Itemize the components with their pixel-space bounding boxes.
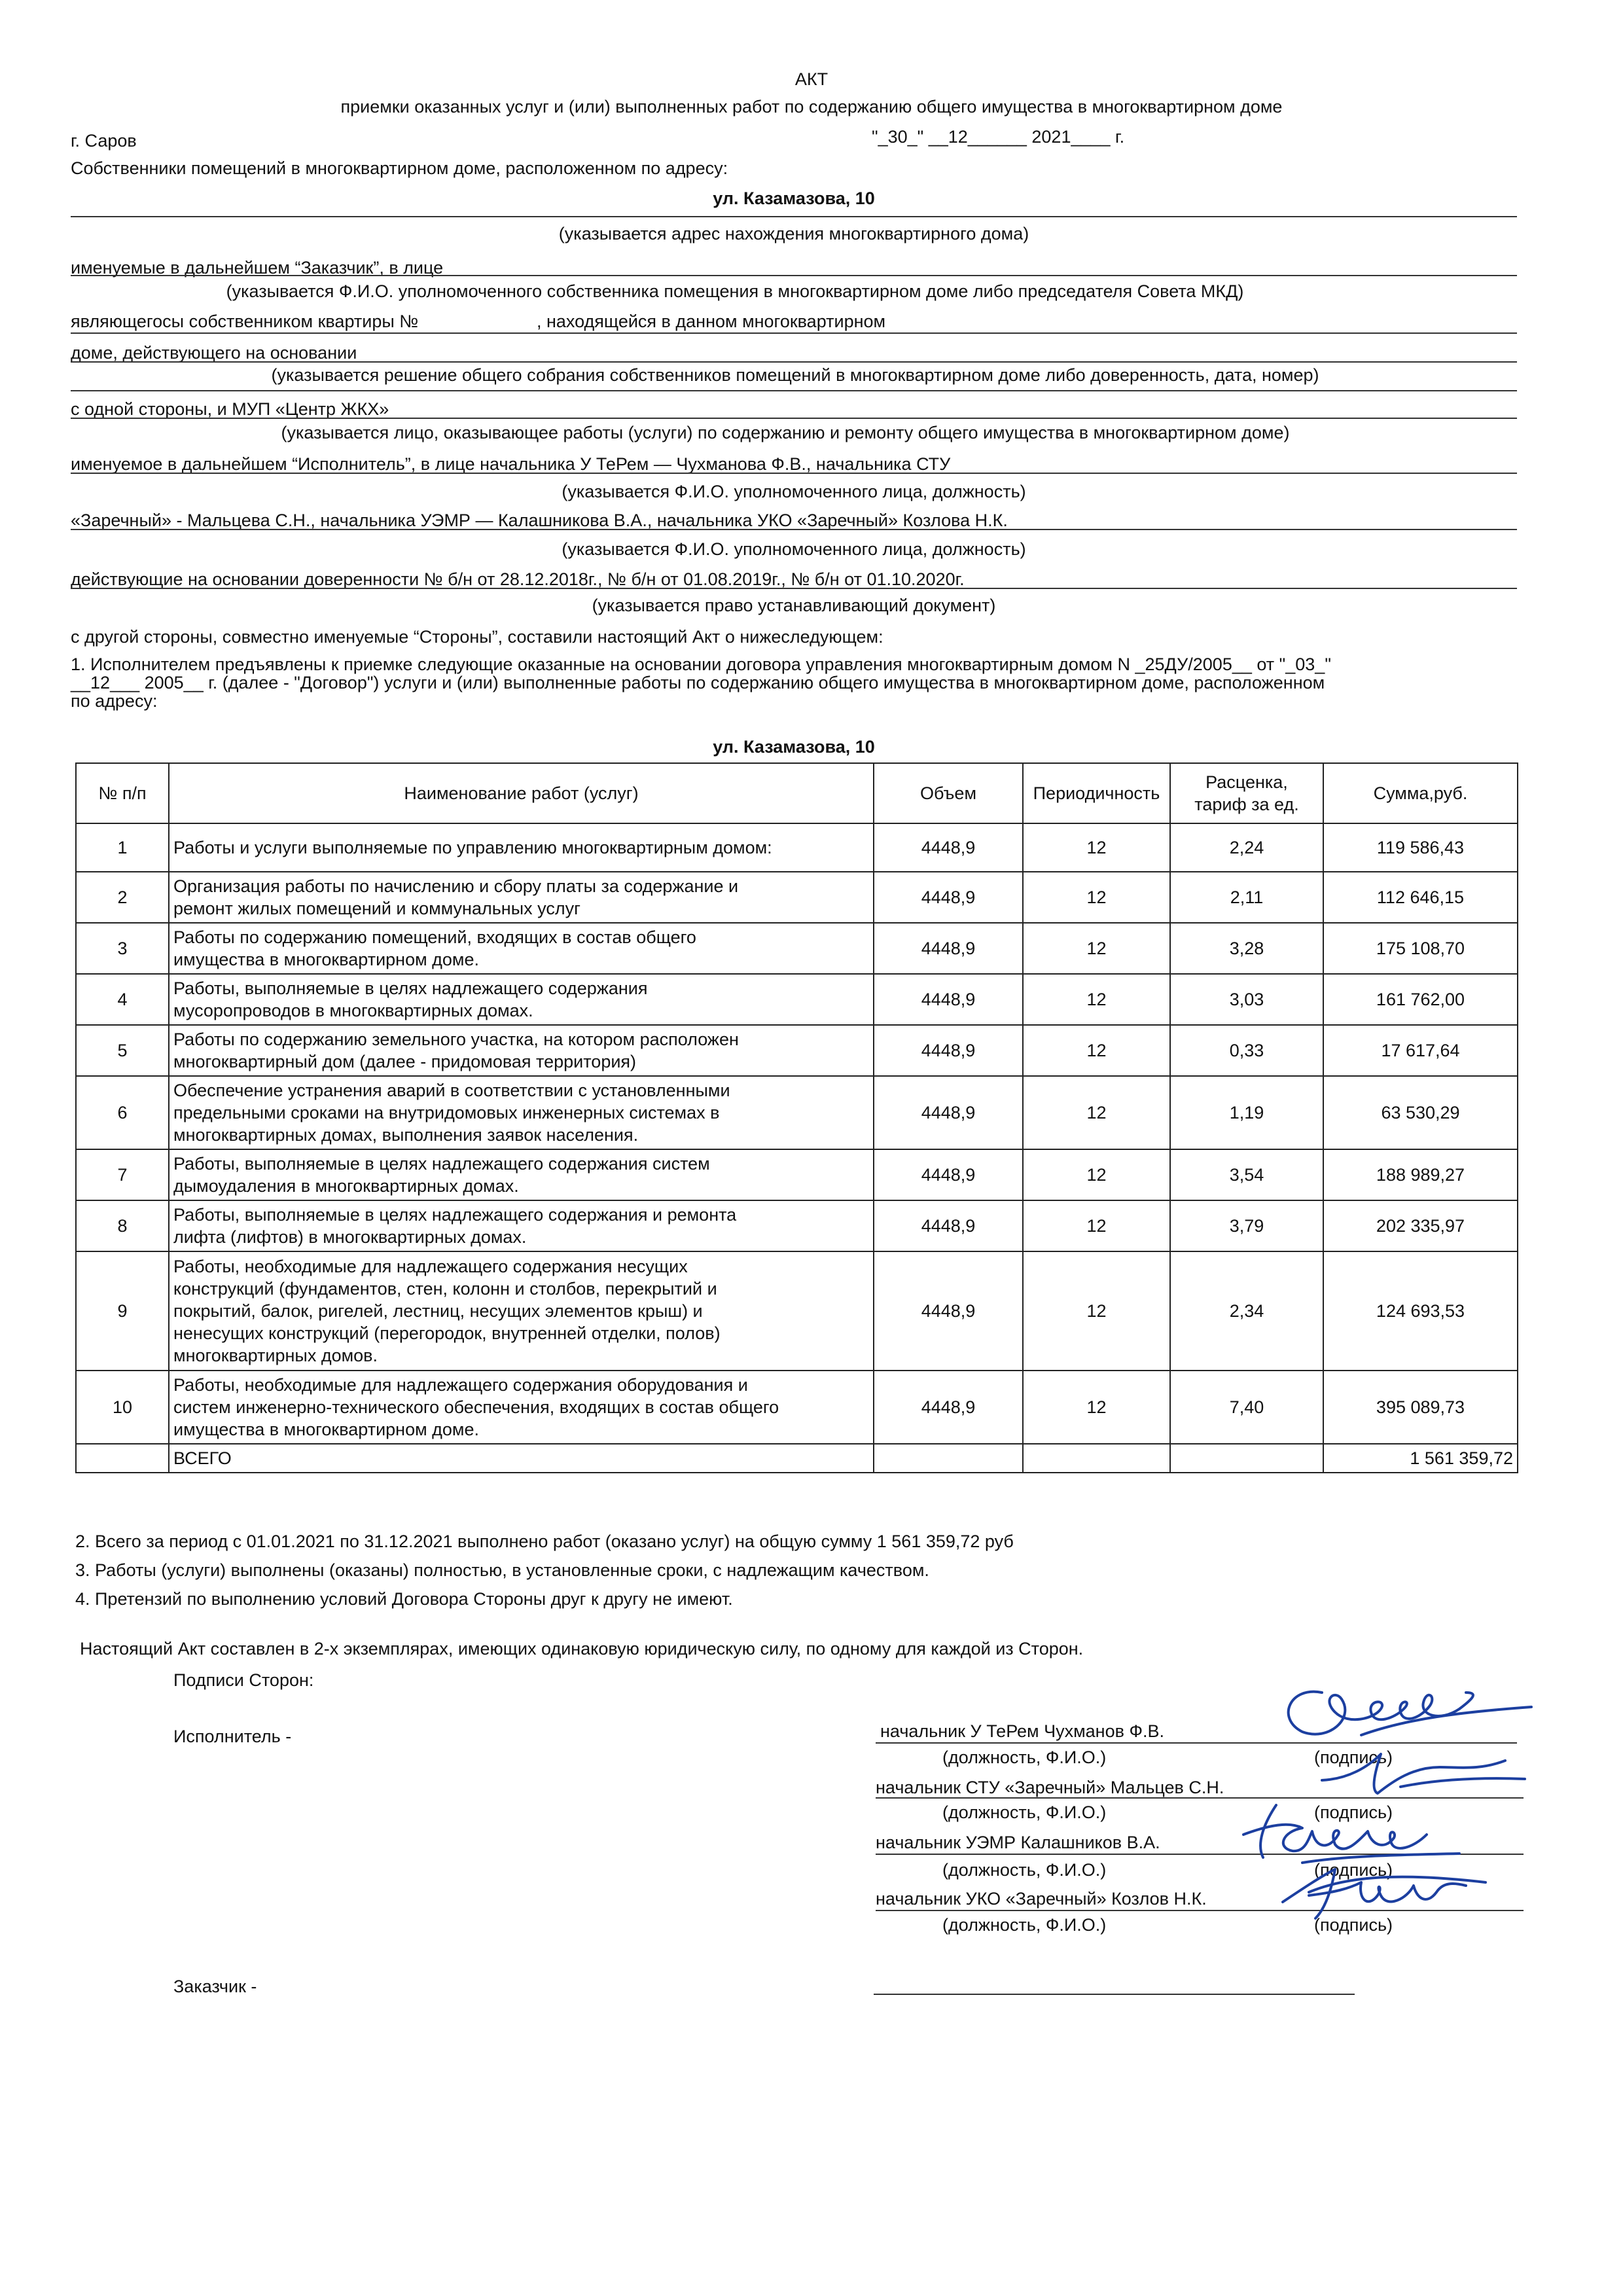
divider [71, 529, 1517, 530]
row-name [169, 1025, 874, 1076]
row-volume: 4448,9 [874, 1025, 1023, 1076]
row-rate: 7,40 [1170, 1371, 1323, 1444]
row-name-line: мусоропроводов в многоквартирных домах. [173, 1001, 533, 1020]
clause-2: 2. Всего за период с 01.01.2021 по 31.12.2021 выполнено работ (оказано услуг) на общую сумму 1 561 359,72 руб [75, 1532, 1014, 1551]
row-volume: 4448,9 [874, 1371, 1023, 1444]
row-volume: 4448,9 [874, 974, 1023, 1025]
signature-1-image [1263, 1673, 1538, 1745]
signer-1-position: начальник У ТеРем Чухманов Ф.В. [880, 1721, 1164, 1741]
basis-hint: (указывается решение общего собрания собственников помещений в многоквартирном доме либо доверенность, дата, номер) [271, 365, 1319, 385]
customer-signature-line [874, 1994, 1355, 1995]
total-empty-cell [1023, 1444, 1170, 1473]
row-sum: 63 530,29 [1323, 1076, 1518, 1149]
executor-line: именуемое в дальнейшем “Исполнитель”, в лице начальника У ТеРем — Чухманова Ф.В., начальника СТУ [71, 454, 951, 474]
row-name-line: Организация работы по начислению и сбору платы за содержание и [173, 876, 739, 896]
table-row [76, 923, 1518, 974]
row-period: 12 [1023, 1200, 1170, 1251]
row-sum: 112 646,15 [1323, 872, 1518, 923]
row-rate: 3,28 [1170, 923, 1323, 974]
col-header-num: № п/п [76, 763, 169, 823]
row-name [169, 1200, 874, 1251]
signer-3-position: начальник УЭМР Калашников В.А. [876, 1833, 1160, 1852]
clause-3: 3. Работы (услуги) выполнены (оказаны) полностью, в установленные сроки, с надлежащим качеством. [75, 1560, 929, 1580]
row-name-line: Работы, необходимые для надлежащего содержания оборудования и [173, 1375, 748, 1395]
total-num-cell [76, 1444, 169, 1473]
contractor-hint: (указывается лицо, оказывающее работы (услуги) по содержанию и ремонту общего имущества в многоквартирном доме) [281, 423, 1290, 442]
row-name-line: Работы и услуги выполняемые по управлению многоквартирным домом: [173, 838, 772, 857]
row-num: 5 [76, 1025, 169, 1076]
row-name-line: ненесущих конструкций (перегородок, внутренней отделки, полов) [173, 1323, 721, 1343]
power-hint: (указывается право устанавливающий документ) [592, 596, 996, 615]
row-name-line: Работы, выполняемые в целях надлежащего содержания систем [173, 1154, 710, 1174]
row-volume: 4448,9 [874, 1251, 1023, 1371]
row-name-line: систем инженерно-технического обеспечения, входящих в состав общего [173, 1397, 779, 1417]
row-period: 12 [1023, 1149, 1170, 1200]
row-rate: 3,03 [1170, 974, 1323, 1025]
row-name-line: Работы, выполняемые в целях надлежащего содержания и ремонта [173, 1205, 737, 1225]
divider [71, 390, 1517, 391]
col-header-rate [1170, 763, 1323, 823]
divider [71, 332, 1517, 334]
customer-label: Заказчик - [173, 1977, 257, 1996]
table-row [76, 1025, 1518, 1076]
row-rate: 3,79 [1170, 1200, 1323, 1251]
row-name-line: Работы по содержанию земельного участка, на котором расположен [173, 1030, 739, 1049]
executor-hint-2: (указывается Ф.И.О. уполномоченного лица, должность) [562, 539, 1026, 559]
clause-4: 4. Претензий по выполнению условий Договора Стороны друг к другу не имеют. [75, 1589, 733, 1609]
sides-line: с другой стороны, совместно именуемые “Стороны”, составили настоящий Акт о нижеследующем: [71, 627, 883, 647]
row-num: 9 [76, 1251, 169, 1371]
row-period: 12 [1023, 1025, 1170, 1076]
position-hint: (должность, Ф.И.О.) [942, 1748, 1107, 1767]
executor-label: Исполнитель - [173, 1727, 292, 1746]
owners-line: Собственники помещений в многоквартирном доме, расположенном по адресу: [71, 158, 728, 178]
row-name [169, 823, 874, 872]
power-of-attorney-line: действующие на основании доверенности № б/н от 28.12.2018г., № б/н от 01.08.2019г., № б/н от 01.10.2020г. [71, 569, 965, 589]
customer-hint: (указывается Ф.И.О. уполномоченного собственника помещения в многоквартирном доме либо председателя Совета МКД) [226, 281, 1244, 301]
row-sum: 175 108,70 [1323, 923, 1518, 974]
row-name-line: имущества в многоквартирном доме. [173, 950, 480, 969]
position-hint: (должность, Ф.И.О.) [942, 1860, 1107, 1880]
row-rate: 2,24 [1170, 823, 1323, 872]
executor-hint: (указывается Ф.И.О. уполномоченного лица, должность) [562, 482, 1026, 501]
row-name-line: конструкций (фундаментов, стен, колонн и столбов, перекрытий и [173, 1279, 717, 1299]
table-row [76, 1200, 1518, 1251]
sign-hint: (подпись) [1314, 1860, 1393, 1880]
row-volume: 4448,9 [874, 1200, 1023, 1251]
row-sum: 161 762,00 [1323, 974, 1518, 1025]
row-name [169, 1149, 874, 1200]
signer-4-position: начальник УКО «Заречный» Козлов Н.К. [876, 1889, 1207, 1909]
row-name [169, 872, 874, 923]
table-row [76, 1149, 1518, 1200]
row-rate: 2,11 [1170, 872, 1323, 923]
col-header-period: Периодичность [1023, 763, 1170, 823]
row-period: 12 [1023, 823, 1170, 872]
owner-apartment-line-end: , находящейся в данном многоквартирном [537, 312, 886, 331]
row-name [169, 1371, 874, 1444]
row-period: 12 [1023, 1076, 1170, 1149]
total-sum: 1 561 359,72 [1323, 1444, 1518, 1473]
position-hint: (должность, Ф.И.О.) [942, 1915, 1107, 1935]
row-num: 2 [76, 872, 169, 923]
row-volume: 4448,9 [874, 823, 1023, 872]
row-volume: 4448,9 [874, 872, 1023, 923]
row-period: 12 [1023, 1371, 1170, 1444]
sign-hint: (подпись) [1314, 1748, 1393, 1767]
table-row [76, 1251, 1518, 1371]
col-header-volume: Объем [874, 763, 1023, 823]
row-name-line: дымоудаления в многоквартирных домах. [173, 1176, 519, 1196]
row-name-line: Работы, необходимые для надлежащего содержания несущих [173, 1257, 688, 1276]
col-header-name: Наименование работ (услуг) [169, 763, 874, 823]
row-name-line: Работы, выполняемые в целях надлежащего содержания [173, 978, 648, 998]
signature-4-image [1270, 1856, 1492, 1928]
row-sum: 395 089,73 [1323, 1371, 1518, 1444]
col-header-rate-line-1: Расценка, [1205, 772, 1288, 792]
row-rate: 1,19 [1170, 1076, 1323, 1149]
divider [71, 588, 1517, 589]
row-rate: 0,33 [1170, 1025, 1323, 1076]
row-name-line: многоквартирных домах, выполнения заявок населения. [173, 1125, 639, 1145]
col-header-sum: Сумма,руб. [1323, 763, 1518, 823]
row-sum: 202 335,97 [1323, 1200, 1518, 1251]
row-name [169, 923, 874, 974]
row-name-line: лифта (лифтов) в многоквартирных домах. [173, 1227, 527, 1247]
clause-1-line-1: 1. Исполнителем предъявлены к приемке следующие оказанные на основании договора управления многоквартирным домом N _25ДУ/2005__ от "_03_" [71, 655, 1331, 674]
customer-line: именуемые в дальнейшем “Заказчик”, в лице [71, 258, 444, 278]
signature-2-image [1309, 1741, 1531, 1806]
document-title: АКТ [794, 69, 829, 89]
row-name-line: многоквартирных домов. [173, 1346, 378, 1365]
row-num: 7 [76, 1149, 169, 1200]
row-sum: 17 617,64 [1323, 1025, 1518, 1076]
sign-hint: (подпись) [1314, 1915, 1393, 1935]
row-period: 12 [1023, 974, 1170, 1025]
divider [71, 361, 1517, 363]
copies-statement: Настоящий Акт составлен в 2-х экземплярах, имеющих одинаковую юридическую силу, по одному для каждой из Сторон. [80, 1639, 1084, 1659]
address-hint: (указывается адрес нахождения многоквартирного дома) [558, 224, 1029, 243]
total-label: ВСЕГО [169, 1444, 874, 1473]
row-name-line: ремонт жилых помещений и коммунальных услуг [173, 899, 580, 918]
clause-1-line-2: __12___ 2005__ г. (далее - "Договор") услуги и (или) выполненные работы по содержанию общего имущества в многоквартирном доме, расположенном [71, 673, 1325, 692]
row-name-line: покрытий, балок, ригелей, лестниц, несущих элементов крыш) и [173, 1301, 703, 1321]
divider [71, 473, 1517, 474]
position-hint: (должность, Ф.И.О.) [942, 1803, 1107, 1822]
city: г. Саров [71, 131, 137, 151]
row-volume: 4448,9 [874, 923, 1023, 974]
divider [71, 216, 1517, 217]
row-sum: 188 989,27 [1323, 1149, 1518, 1200]
row-num: 4 [76, 974, 169, 1025]
row-name-line: Работы по содержанию помещений, входящих в состав общего [173, 927, 696, 947]
basis-line: доме, действующего на основании [71, 343, 357, 363]
row-num: 10 [76, 1371, 169, 1444]
row-name-line: имущества в многоквартирном доме. [173, 1420, 480, 1439]
row-period: 12 [1023, 923, 1170, 974]
table-header-row [76, 763, 1518, 823]
contractor-line: с одной стороны, и МУП «Центр ЖКХ» [71, 399, 389, 419]
row-rate: 2,34 [1170, 1251, 1323, 1371]
owner-apartment-line: являющегосы собственником квартиры № [71, 312, 419, 331]
table-address: ул. Казамазова, 10 [713, 737, 875, 757]
clause-1-line-3: по адресу: [71, 691, 158, 711]
address: ул. Казамазова, 10 [713, 188, 875, 208]
works-table [75, 762, 1518, 1473]
row-name-line: многоквартирный дом (далее - придомовая территория) [173, 1052, 637, 1071]
table-total-row [76, 1444, 1518, 1473]
document-subtitle: приемки оказанных услуг и (или) выполненных работ по содержанию общего имущества в многоквартирном доме [340, 97, 1283, 117]
row-num: 6 [76, 1076, 169, 1149]
row-name-line: Обеспечение устранения аварий в соответствии с установленными [173, 1081, 730, 1100]
row-name [169, 1251, 874, 1371]
row-num: 8 [76, 1200, 169, 1251]
row-sum: 124 693,53 [1323, 1251, 1518, 1371]
row-rate: 3,54 [1170, 1149, 1323, 1200]
col-header-rate-line-2: тариф за ед. [1194, 795, 1299, 814]
row-num: 1 [76, 823, 169, 872]
row-volume: 4448,9 [874, 1149, 1023, 1200]
row-sum: 119 586,43 [1323, 823, 1518, 872]
table-row [76, 1076, 1518, 1149]
row-period: 12 [1023, 872, 1170, 923]
table-row [76, 974, 1518, 1025]
signatures-heading: Подписи Сторон: [173, 1670, 314, 1690]
total-empty-cell [1170, 1444, 1323, 1473]
table-row [76, 872, 1518, 923]
row-volume: 4448,9 [874, 1076, 1023, 1149]
table-row [76, 823, 1518, 872]
divider [71, 418, 1517, 419]
document-date: "_30_" __12______ 2021____ г. [872, 127, 1125, 147]
sign-hint: (подпись) [1314, 1803, 1393, 1822]
divider [71, 275, 1517, 276]
row-num: 3 [76, 923, 169, 974]
row-period: 12 [1023, 1251, 1170, 1371]
executor-line-2: «Заречный» - Мальцева С.Н., начальника УЭМР — Калашникова В.А., начальника УКО «Заречный» Козлова Н.К. [71, 511, 1008, 530]
row-name-line: предельными сроками на внутридомовых инженерных системах в [173, 1103, 720, 1122]
row-name [169, 974, 874, 1025]
signer-2-position: начальник СТУ «Заречный» Мальцев С.Н. [876, 1778, 1224, 1797]
total-empty-cell [874, 1444, 1023, 1473]
row-name [169, 1076, 874, 1149]
table-row [76, 1371, 1518, 1444]
